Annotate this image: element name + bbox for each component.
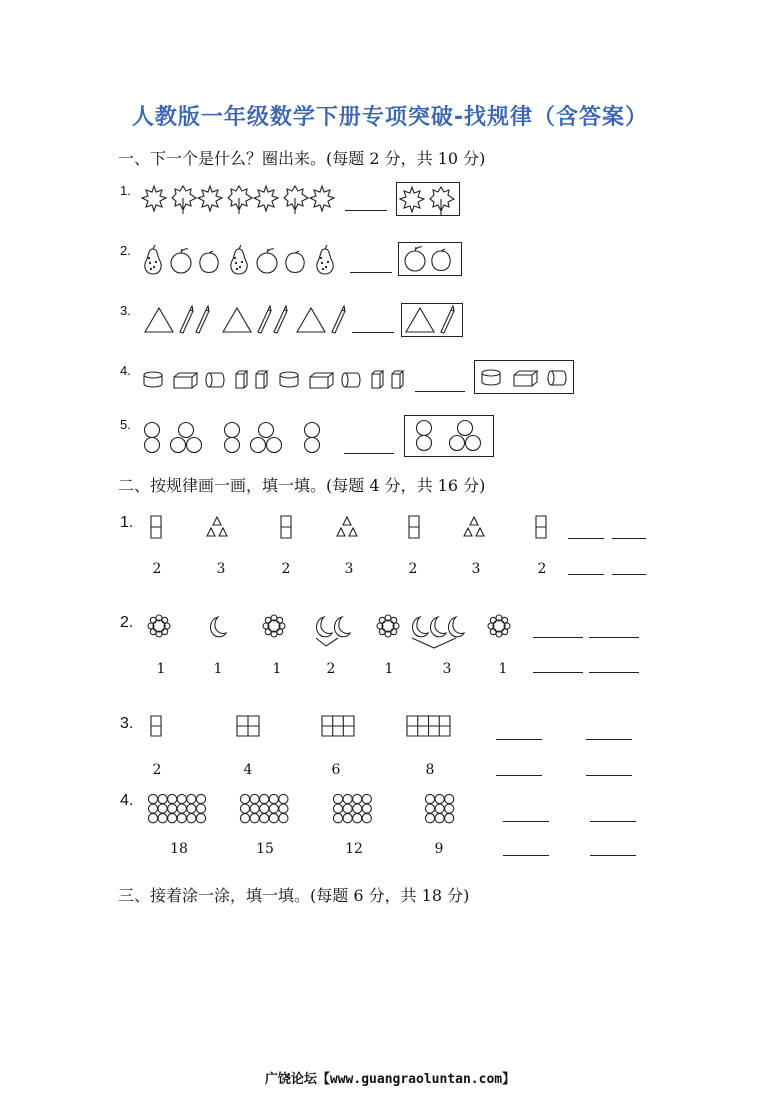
s1-q1-label: 1. [120, 183, 131, 198]
s2-q4-label: 4. [120, 792, 134, 809]
s2-q2-number: 2 [326, 661, 336, 677]
s2-q1-number-blank-1[interactable] [568, 574, 604, 575]
dot-circle [445, 794, 454, 803]
s2-q4-shape-blank-2[interactable] [590, 821, 636, 822]
dot-circle [333, 814, 342, 823]
s1-q5-answer-circles [412, 418, 492, 454]
dot-circle [445, 804, 454, 813]
dot-circle [250, 814, 259, 823]
section-3-heading: 三、接着涂一涂，填一填。(每题 6 分，共 18 分) [118, 886, 470, 905]
s2-q1-number: 2 [408, 561, 418, 577]
footer-watermark: 广饶论坛【www.guangraoluntan.com】 [264, 1072, 516, 1087]
s2-q4-dot-grid-12 [333, 794, 375, 824]
s2-q2-number-blank-1[interactable] [533, 672, 583, 673]
dot-circle [260, 794, 269, 803]
s1-q1-blank[interactable] [345, 210, 387, 211]
dot-circle [196, 804, 205, 813]
s2-q4-shape-blank-1[interactable] [503, 821, 549, 822]
dot-circle [343, 804, 352, 813]
s2-q4-number: 18 [170, 841, 188, 857]
s2-q4-dot-grid-9 [425, 794, 457, 824]
s1-q5-blank[interactable] [344, 453, 394, 454]
s2-q1-label: 1. [120, 514, 134, 531]
dot-circle [445, 814, 454, 823]
s2-q2-shape-blank-1[interactable] [533, 637, 583, 638]
dot-circle [250, 794, 259, 803]
s1-q4-answer-shapes [481, 366, 571, 390]
dot-circle [240, 814, 249, 823]
s2-q2-number: 1 [272, 661, 282, 677]
s1-q2-label: 2. [120, 243, 131, 258]
dot-circle [158, 814, 167, 823]
s2-q4-dot-grid-15 [240, 794, 292, 824]
s1-q3-label: 3. [120, 303, 131, 318]
dot-circle [425, 814, 434, 823]
s2-q4-dot-grid-18 [148, 794, 210, 824]
s2-q1-number: 3 [344, 561, 354, 577]
dot-circle [353, 794, 362, 803]
s2-q2-number: 1 [384, 661, 394, 677]
dot-circle [435, 814, 444, 823]
dot-circle [240, 794, 249, 803]
s2-q1-shape-sequence [148, 514, 558, 540]
dot-circle [168, 814, 177, 823]
dot-circle [177, 804, 186, 813]
dot-circle [279, 794, 288, 803]
s2-q2-number: 1 [213, 661, 223, 677]
dot-circle [343, 814, 352, 823]
s2-q3-number: 2 [152, 762, 162, 778]
dot-circle [269, 804, 278, 813]
s2-q1-number: 3 [216, 561, 226, 577]
page-title: 人教版一年级数学下册专项突破-找规律（含答案） [131, 105, 649, 130]
s2-q2-number: 1 [498, 661, 508, 677]
dot-circle [333, 794, 342, 803]
s2-q1-shape-blank-1[interactable] [568, 538, 604, 539]
dot-circle [279, 804, 288, 813]
dot-circle [362, 794, 371, 803]
dot-circle [187, 794, 196, 803]
s1-q5-label: 5. [120, 417, 131, 432]
dot-circle [353, 814, 362, 823]
s2-q3-label: 3. [120, 715, 134, 732]
s2-q1-shape-blank-2[interactable] [612, 538, 646, 539]
dot-circle [196, 794, 205, 803]
s2-q4-number-blank-2[interactable] [590, 855, 636, 856]
s2-q4-number: 9 [434, 841, 444, 857]
dot-circle [333, 804, 342, 813]
s2-q4-number-blank-1[interactable] [503, 855, 549, 856]
dot-circle [240, 804, 249, 813]
s1-q1-leaf-sequence [142, 182, 342, 214]
s2-q1-number: 3 [471, 561, 481, 577]
s1-q5-circle-sequence [143, 420, 333, 456]
s2-q1-number: 2 [537, 561, 547, 577]
dot-circle [148, 804, 157, 813]
dot-circle [177, 814, 186, 823]
s2-q4-number: 15 [256, 841, 274, 857]
s1-q4-blank[interactable] [415, 391, 465, 392]
s1-q2-answer-fruits [404, 243, 460, 273]
s1-q1-answer-leaves [400, 184, 460, 214]
dot-circle [148, 814, 157, 823]
dot-circle [435, 804, 444, 813]
s1-q3-triangle-pencil-sequence [145, 304, 355, 336]
dot-circle [435, 794, 444, 803]
s2-q3-shape-blank-2[interactable] [586, 739, 632, 740]
s1-q3-blank[interactable] [352, 332, 394, 333]
s2-q2-shape-blank-2[interactable] [589, 637, 639, 638]
s2-q1-number: 2 [281, 561, 291, 577]
dot-circle [425, 804, 434, 813]
dot-circle [260, 804, 269, 813]
s2-q2-number: 3 [442, 661, 452, 677]
dot-circle [196, 814, 205, 823]
dot-circle [343, 794, 352, 803]
s2-q3-number: 4 [243, 762, 253, 778]
s2-q1-number-blank-2[interactable] [612, 574, 646, 575]
dot-circle [168, 804, 177, 813]
s2-q3-shape-blank-1[interactable] [496, 739, 542, 740]
dot-circle [168, 794, 177, 803]
section-1-heading: 一、下一个是什么？圈出来。(每题 2 分，共 10 分) [118, 149, 486, 168]
s2-q3-number-blank-2[interactable] [586, 775, 632, 776]
dot-circle [269, 794, 278, 803]
section-2-heading: 二、按规律画一画，填一填。(每题 4 分，共 16 分) [118, 476, 486, 495]
dot-circle [177, 794, 186, 803]
dot-circle [187, 804, 196, 813]
s2-q4-number: 12 [345, 841, 363, 857]
s1-q2-blank[interactable] [350, 272, 392, 273]
dot-circle [250, 804, 259, 813]
s2-q2-number: 1 [156, 661, 166, 677]
dot-circle [158, 804, 167, 813]
s1-q2-fruit-sequence [142, 244, 352, 276]
dot-circle [187, 814, 196, 823]
s2-q2-sun-moon-sequence [148, 612, 528, 656]
dot-circle [362, 804, 371, 813]
dot-circle [158, 794, 167, 803]
s2-q1-number: 2 [152, 561, 162, 577]
dot-circle [279, 814, 288, 823]
s2-q3-number-blank-1[interactable] [496, 775, 542, 776]
dot-circle [260, 814, 269, 823]
s1-q4-3d-shape-sequence [143, 368, 413, 392]
s1-q3-answer-shapes [406, 304, 460, 334]
s1-q4-label: 4. [120, 363, 131, 378]
s2-q3-grid-sequence [150, 715, 460, 739]
dot-circle [269, 814, 278, 823]
s2-q2-number-blank-2[interactable] [589, 672, 639, 673]
dot-circle [362, 814, 371, 823]
dot-circle [425, 794, 434, 803]
s2-q3-number: 8 [425, 762, 435, 778]
dot-circle [353, 804, 362, 813]
s2-q2-label: 2. [120, 614, 134, 631]
s2-q3-number: 6 [331, 762, 341, 778]
dot-circle [148, 794, 157, 803]
